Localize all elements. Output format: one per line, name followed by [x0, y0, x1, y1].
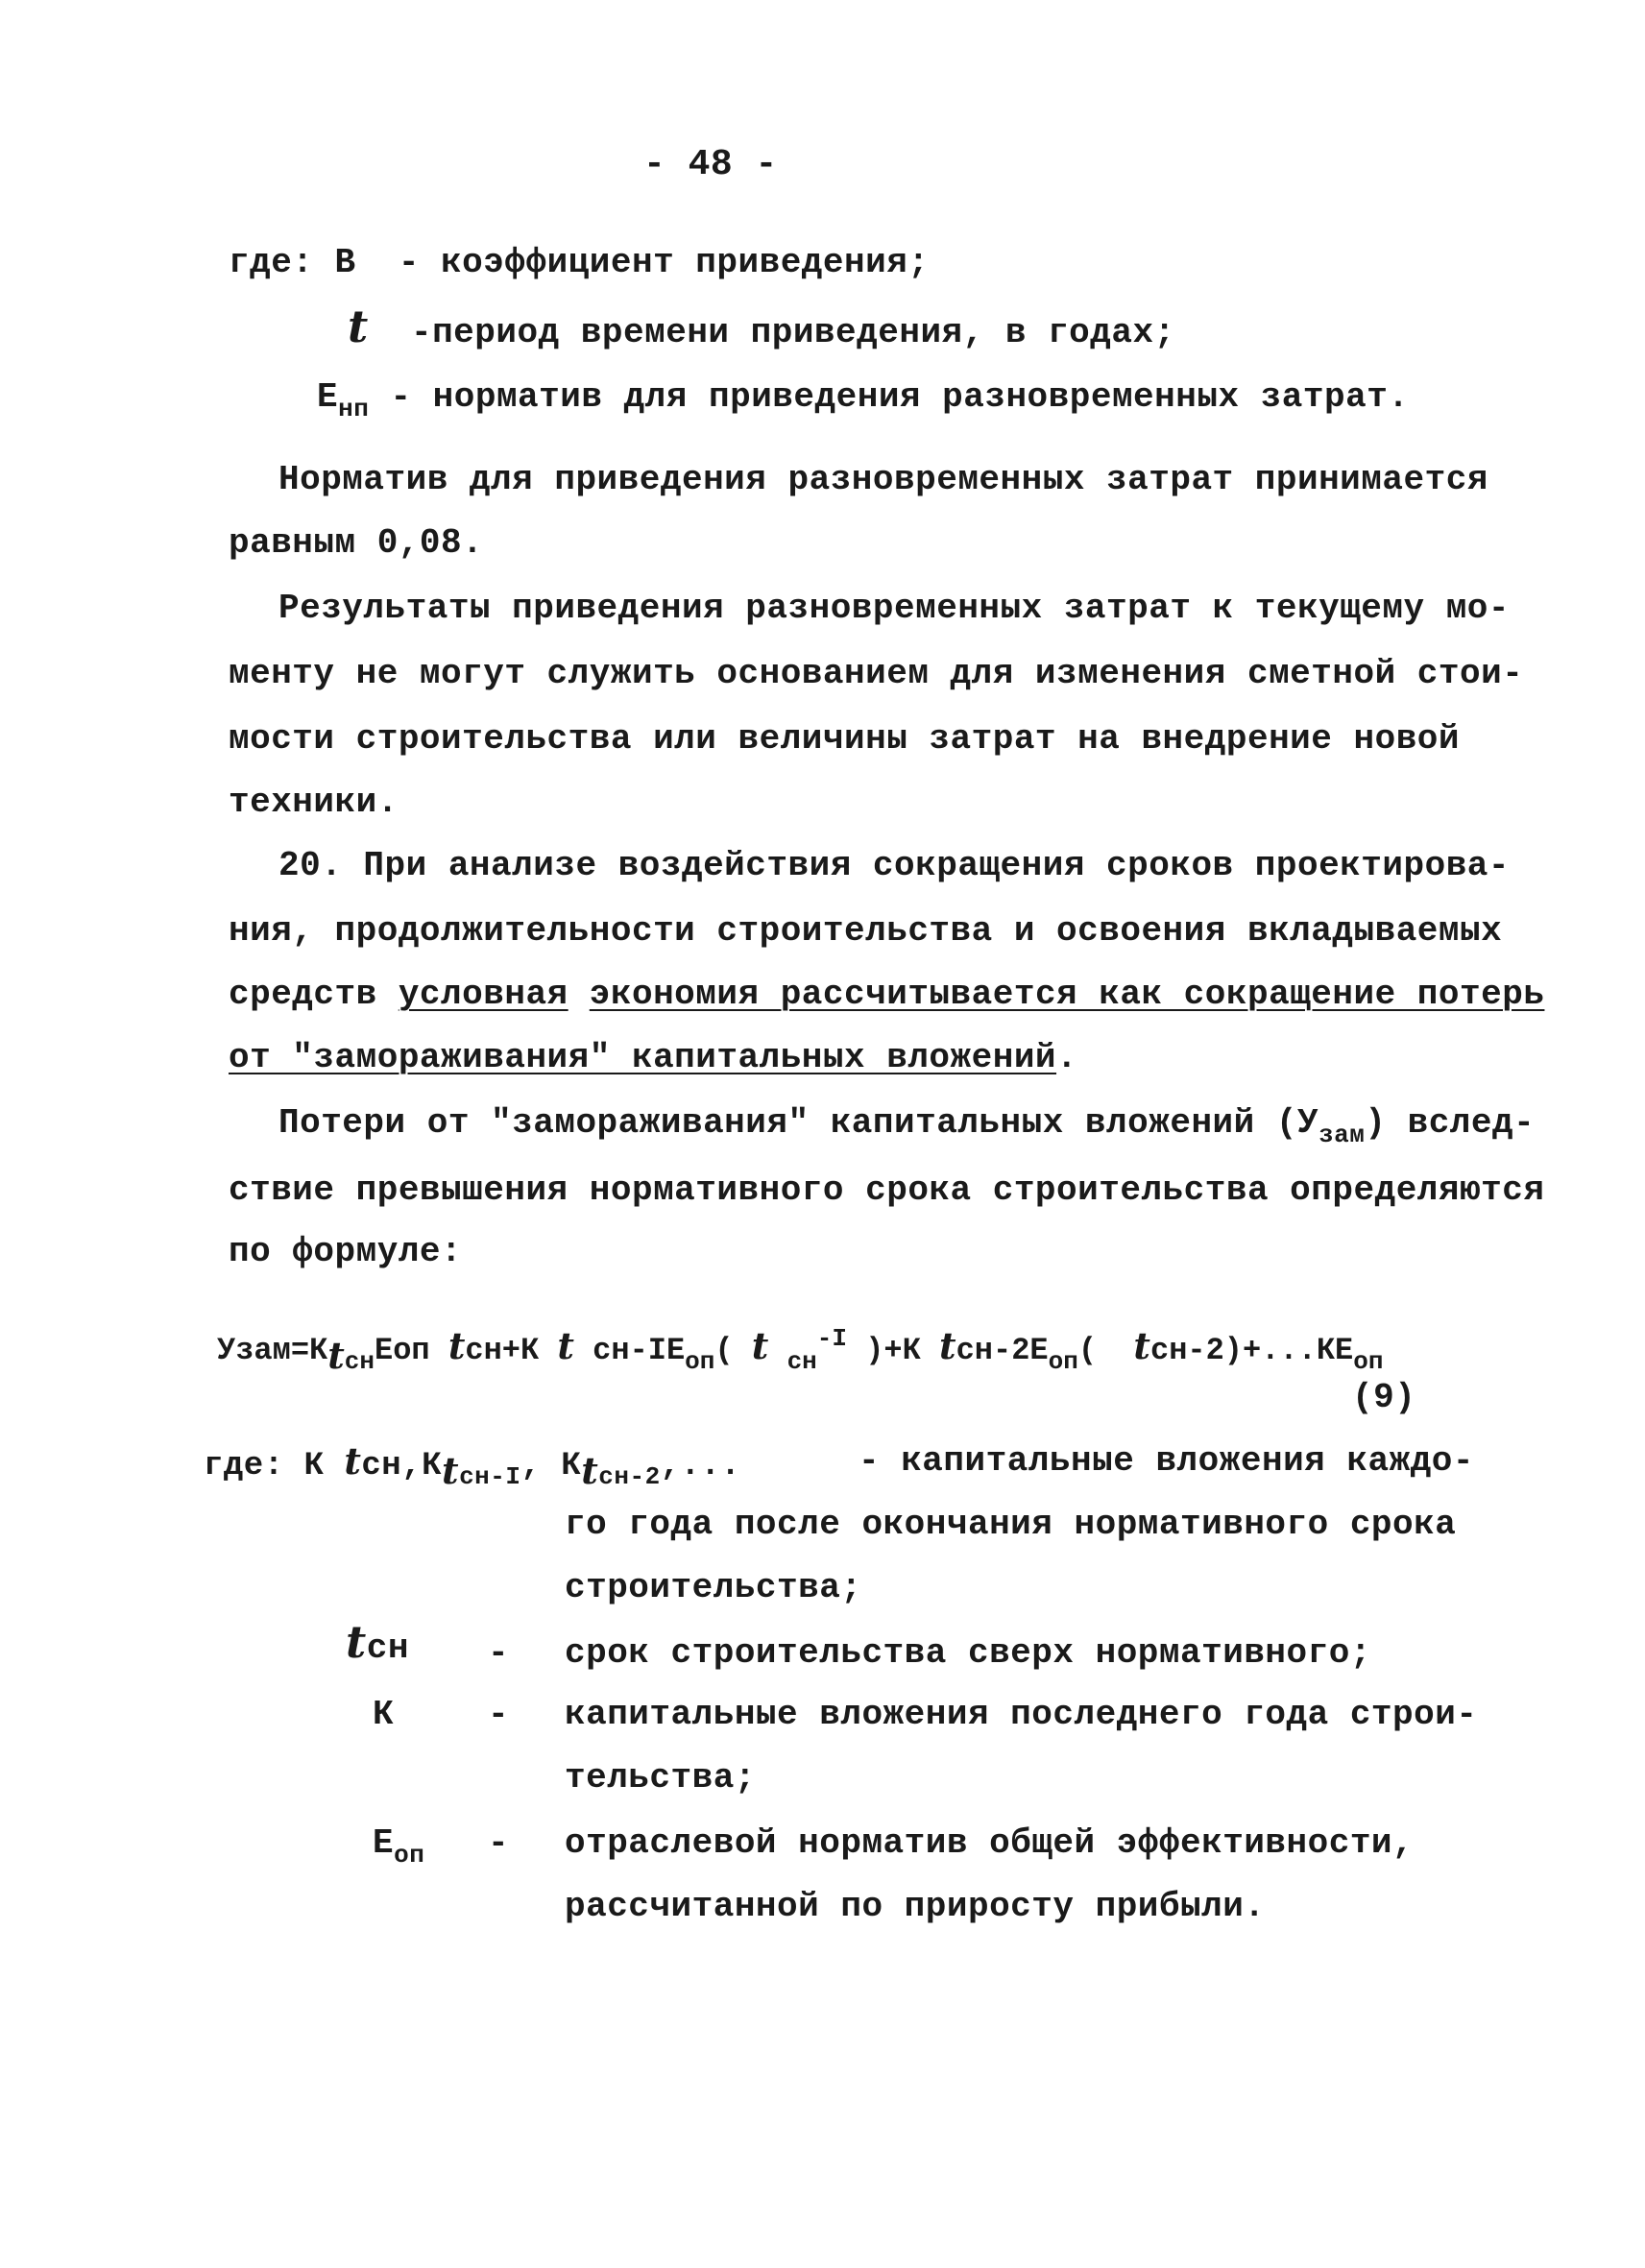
- formula-number: (9): [1352, 1378, 1416, 1417]
- w2-sub3: сн-2: [598, 1462, 661, 1491]
- para3-line4: [229, 1037, 1077, 1079]
- ton-symbol: [346, 1616, 409, 1670]
- f-sub-op2: оп: [1048, 1347, 1078, 1376]
- k-desc-line1: - капитальные вложения каждо-: [859, 1441, 1475, 1481]
- para2-line3: мости строительства или величины затрат на внедрение новой: [229, 719, 1461, 759]
- para2-line2: менту не могут служить основанием для изменения сметной стои-: [229, 654, 1524, 693]
- ton-sub: сн: [366, 1629, 409, 1668]
- f-sub-op3: оп: [1353, 1347, 1384, 1376]
- k-desc-line2: го года после окончания нормативного срока: [565, 1505, 1457, 1544]
- para2-line1: Результаты приведения разновременных затрат к текущему мо-: [278, 589, 1511, 628]
- f-t5: t: [939, 1324, 956, 1367]
- f-paren2: (: [1077, 1333, 1098, 1368]
- ton-dash: -: [488, 1633, 510, 1673]
- para4-line2: ствие превышения нормативного срока строительства определяются: [229, 1170, 1545, 1210]
- k-last-desc-line1: капитальные вложения последнего года строи-: [565, 1695, 1478, 1734]
- para3-line3-text: средств: [229, 975, 399, 1014]
- where2-k-line: где: К $tсн,К_{tсн-I}$, $К_{tсн-2}$,...: [204, 1439, 741, 1492]
- where-b-line: [229, 242, 929, 284]
- w2-dots: ,...: [660, 1448, 741, 1484]
- space: [568, 975, 590, 1014]
- para1-line1: Норматив для приведения разновременных затрат принимается: [278, 460, 1488, 499]
- f-p9: сн-2: [956, 1333, 1030, 1368]
- period: .: [1056, 1038, 1078, 1077]
- eop-dash: -: [488, 1823, 510, 1863]
- para3-line3: [229, 974, 1544, 1016]
- e-sub: нп: [338, 395, 370, 423]
- f-p8: )+К: [865, 1333, 921, 1368]
- f-t2: t: [448, 1324, 466, 1367]
- para2-line4: техники.: [229, 783, 399, 822]
- f-sub-op1: оп: [685, 1347, 715, 1376]
- para4-line3: по формуле:: [229, 1232, 463, 1271]
- eop-e: Е: [373, 1823, 395, 1863]
- f-p10: сн: [1149, 1333, 1188, 1368]
- para3-line2: ния, продолжительности строительства и освоения вкладываемых: [229, 911, 1503, 951]
- f-e2: Е: [1029, 1333, 1049, 1368]
- w2-t3: t: [581, 1449, 599, 1492]
- f-t6: t: [1133, 1324, 1150, 1367]
- eop-desc-line2: рассчитанной по приросту прибыли.: [565, 1887, 1266, 1926]
- e-np-symbol: [317, 377, 370, 423]
- f-t1: t: [327, 1334, 345, 1377]
- w2-ch1: сн: [361, 1448, 402, 1484]
- k-last-desc-line2: тельства;: [565, 1758, 756, 1798]
- f-t3: t: [557, 1324, 574, 1367]
- where-t-line: [348, 301, 1175, 354]
- k-symbol: К: [373, 1695, 395, 1734]
- f-eop: Еоп: [375, 1333, 430, 1368]
- f-p3: сн+К: [465, 1333, 540, 1368]
- para4-line1-a: Потери от "замораживания" капитальных вложений (У: [278, 1103, 1319, 1143]
- where-b-desc: - коэффициент приведения;: [398, 243, 930, 282]
- w2-t1: t: [344, 1439, 362, 1483]
- f-paren: (: [714, 1333, 734, 1368]
- w2-sub2: сн-I: [459, 1462, 521, 1491]
- t-symbol: t: [348, 301, 369, 352]
- page-number: - 48 -: [643, 144, 778, 185]
- u-zam-sub: зам: [1318, 1121, 1366, 1149]
- where-e-desc: - норматив для приведения разновременных затрат.: [390, 377, 1410, 417]
- underlined-freeze: от "замораживания" капитальных вложений: [229, 1038, 1057, 1077]
- eop-symbol: [373, 1822, 424, 1876]
- ton-t: t: [346, 1616, 367, 1668]
- k-desc-line3: строительства;: [565, 1568, 862, 1607]
- para4-line1-b: ) вслед-: [1365, 1103, 1536, 1143]
- underlined-economy: экономия рассчитывается как сокращение потерь: [589, 975, 1545, 1014]
- formula-9: [217, 1317, 1383, 1383]
- para1-line2: равным 0,08.: [229, 523, 484, 563]
- where-lead: где: В: [229, 243, 356, 282]
- e-main: Е: [317, 377, 339, 417]
- eop-sub: оп: [394, 1841, 425, 1870]
- f-t4: t: [751, 1324, 769, 1367]
- w2-t2: t: [442, 1449, 460, 1492]
- where-e-line: [317, 376, 1409, 430]
- where-t-desc: -период времени приведения, в годах;: [410, 313, 1175, 352]
- f-p4: сн-I: [593, 1333, 666, 1368]
- eop-desc-line1: отраслевой норматив общей эффективности,: [565, 1823, 1415, 1863]
- ton-desc: срок строительства сверх нормативного;: [565, 1633, 1371, 1673]
- f-sub-ch2: сн: [786, 1347, 817, 1376]
- f-sup-neg1: -I: [816, 1324, 847, 1353]
- para4-line1: [278, 1102, 1535, 1156]
- k-dash: -: [488, 1695, 510, 1734]
- f-e: Е: [665, 1333, 686, 1368]
- underlined-conditional: условная: [398, 975, 568, 1014]
- f-sub1: сн: [344, 1347, 375, 1376]
- f-p11: -2)+...КЕ: [1187, 1333, 1354, 1368]
- para3-line1: 20. При анализе воздействия сокращения сроков проектирова-: [278, 846, 1511, 885]
- f-uzam: Узам=К: [217, 1333, 328, 1368]
- where2-lead: где: К: [204, 1448, 325, 1484]
